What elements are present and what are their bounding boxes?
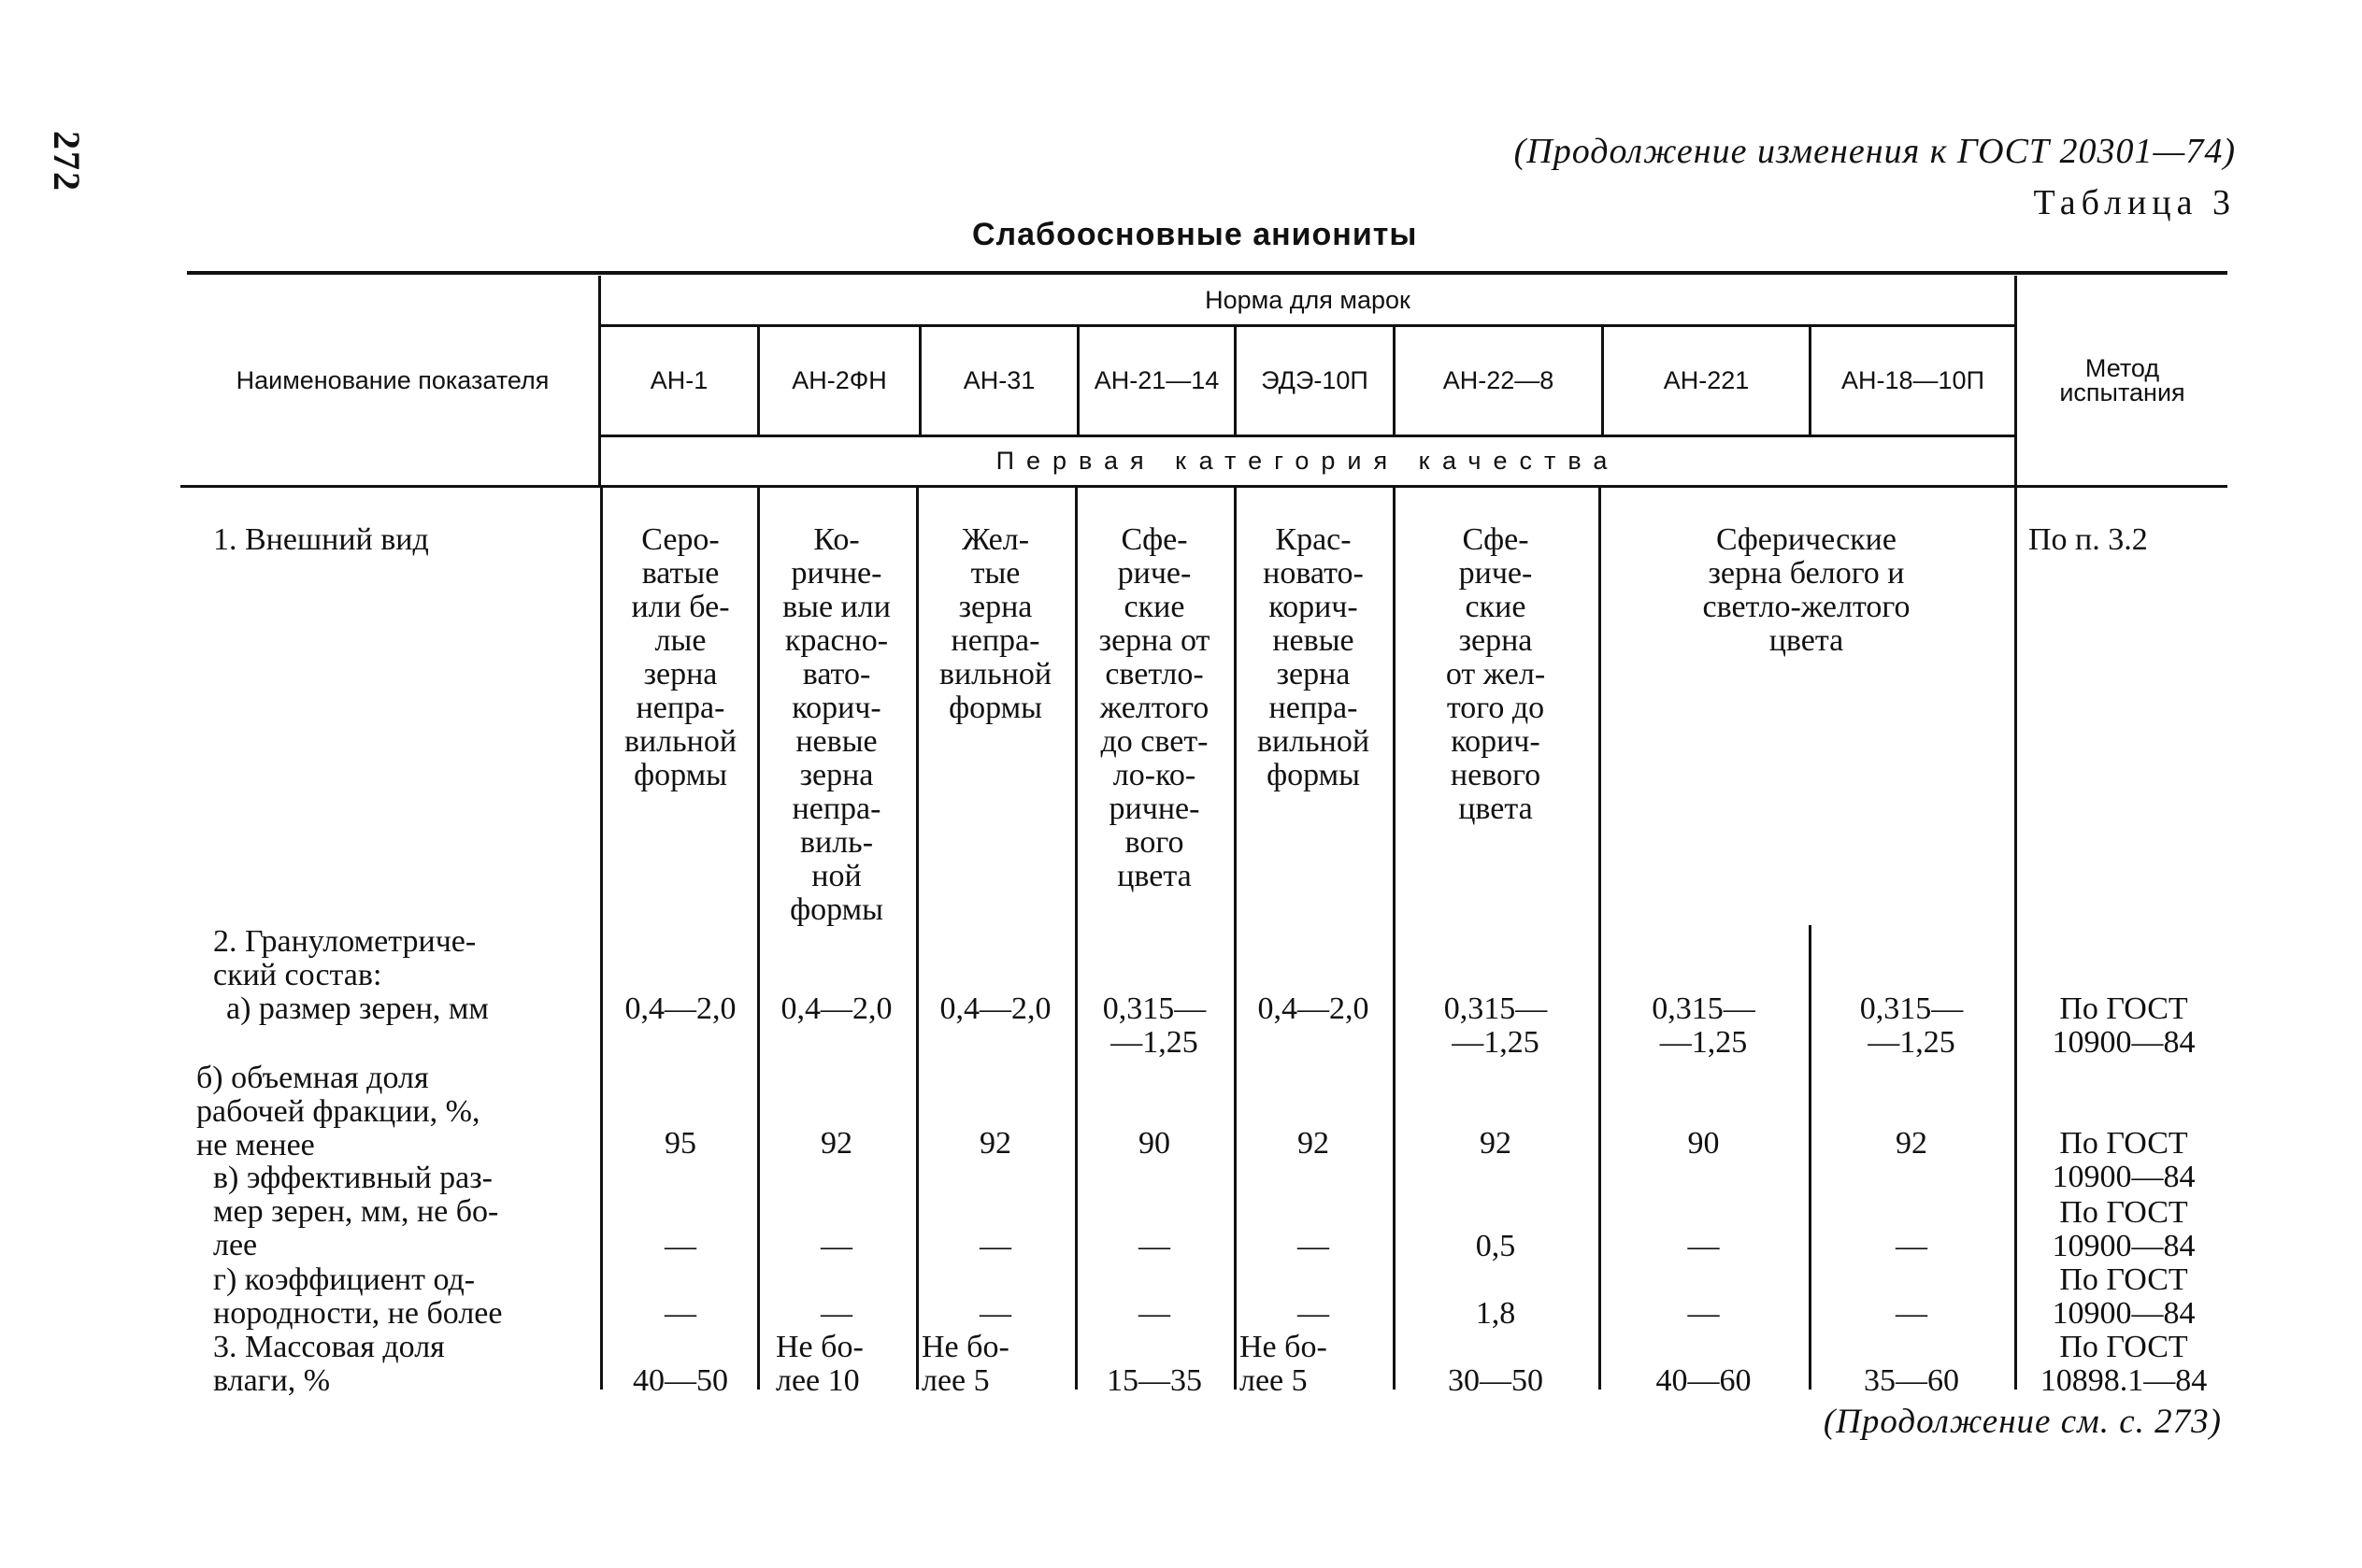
row-uniformity-an-2fn: —	[821, 1296, 852, 1331]
row-volume-fraction-method: По ГОСТ 10900—84	[2052, 1126, 2196, 1194]
row-uniformity-an-21-14: —	[1138, 1296, 1170, 1331]
row-appearance-an-1: Серо- ватые или бе- лые зерна непра- вильной формы	[623, 522, 737, 792]
header-grade-an-21-14: АН-21—14	[1094, 366, 1220, 394]
body-divider	[1809, 925, 1811, 1390]
body-divider	[1393, 488, 1396, 1390]
row-moisture-an-31: Не бо- лее 5	[922, 1330, 1009, 1398]
row-effective-size-label: в) эффективный раз- мер зерен, мм, не бо- лее	[213, 1161, 499, 1262]
header-grade-an-22-8: АН-22—8	[1442, 366, 1554, 394]
row-effective-size-an-22-8: 0,5	[1475, 1229, 1516, 1263]
table-title: Слабоосновные аниониты	[972, 217, 1418, 252]
body-divider	[1234, 488, 1237, 1390]
row-uniformity-an-1: —	[665, 1296, 696, 1331]
body-divider-left	[600, 488, 603, 1390]
row-moisture-an-22-8: 30—50	[1448, 1363, 1543, 1398]
row-effective-size-method: По ГОСТ 10900—84	[2052, 1195, 2196, 1263]
row-appearance-an-31: Жел- тые зерна непра- вильной формы	[938, 522, 1052, 725]
header-grade-an-18-10p: АН-18—10П	[1841, 366, 1984, 394]
header-grade-an-31: АН-31	[963, 366, 1036, 394]
body-divider	[916, 488, 919, 1390]
row-effective-size-an-1: —	[665, 1229, 696, 1263]
row-uniformity-an-31: —	[980, 1296, 1011, 1331]
row-effective-size-an-221: —	[1687, 1229, 1720, 1263]
continuation-note-top: (Продолжение изменения к ГОСТ 20301—74)	[1513, 132, 2236, 171]
row-appearance-ede-10p: Крас- новато- корич- невые зерна непра- вильной формы	[1256, 522, 1370, 792]
header-indicator-name: Наименование показателя	[236, 365, 550, 394]
body-divider-right	[2014, 488, 2017, 1390]
header-grade-an-2fn: АН-2ФН	[792, 366, 887, 394]
table-number-label: Таблица 3	[2033, 183, 2236, 222]
row-appearance-an-22-8: Сфе- риче- ские зерна от жел- того до корич- невого цвета	[1445, 522, 1546, 826]
row-volume-fraction-an-22-8: 92	[1480, 1126, 1511, 1161]
row-volume-fraction-ede-10p: 92	[1297, 1126, 1329, 1161]
row-volume-fraction-an-31: 92	[980, 1126, 1011, 1161]
header-quality-category: Первая категория качества	[995, 447, 1620, 475]
header-grade-ede-10p: ЭДЭ-10П	[1261, 366, 1368, 394]
row-moisture-label: 3. Массовая доля влаги, %	[213, 1330, 445, 1398]
row-uniformity-ede-10p: —	[1297, 1296, 1329, 1331]
row-effective-size-an-2fn: —	[821, 1229, 852, 1263]
row-grain-size-an-2fn: 0,4—2,0	[780, 991, 893, 1026]
row-volume-fraction-label: б) объемная доля рабочей фракции, %, не менее	[196, 1061, 480, 1162]
row-appearance-method: По п. 3.2	[2028, 522, 2148, 557]
continuation-note-bottom: (Продолжение см. с. 273)	[1823, 1403, 2222, 1441]
row-grain-size-an-221: 0,315— —1,25	[1652, 991, 1755, 1060]
row-effective-size-an-31: —	[980, 1229, 1011, 1263]
row-effective-size-ede-10p: —	[1297, 1229, 1329, 1263]
row-moisture-an-2fn: Не бо- лее 10	[776, 1330, 864, 1398]
header-method: Метод испытания	[2059, 354, 2185, 406]
row-volume-fraction-an-21-14: 90	[1138, 1126, 1170, 1161]
row-moisture-an-18-10p: 35—60	[1864, 1363, 1959, 1398]
header-norm-group: Норма для марок	[1205, 285, 1410, 314]
body-divider	[1598, 488, 1601, 1390]
row-grain-size-an-21-14: 0,315— —1,25	[1102, 991, 1207, 1060]
row-moisture-method: По ГОСТ 10898.1—84	[2040, 1330, 2208, 1398]
header-grade-an-1: АН-1	[650, 366, 709, 394]
row-effective-size-an-21-14: —	[1138, 1229, 1170, 1263]
row-uniformity-an-18-10p: —	[1896, 1296, 1927, 1331]
row-moisture-ede-10p: Не бо- лее 5	[1239, 1330, 1327, 1398]
row-volume-fraction-an-221: 90	[1687, 1126, 1720, 1161]
row-grain-size-method: По ГОСТ 10900—84	[2052, 991, 2196, 1060]
row-grain-size-label: а) размер зерен, мм	[226, 991, 489, 1026]
row-volume-fraction-an-2fn: 92	[821, 1126, 852, 1161]
row-effective-size-an-18-10p: —	[1896, 1229, 1927, 1263]
row-grain-size-ede-10p: 0,4—2,0	[1257, 991, 1369, 1026]
row-grain-size-an-1: 0,4—2,0	[624, 991, 737, 1026]
page-number: 272	[46, 131, 88, 192]
row-moisture-an-221: 40—60	[1655, 1363, 1752, 1398]
row-appearance-an-2fn: Ко- ричне- вые или красно- вато- корич- невые зерна непра- виль- ной формы	[782, 522, 891, 927]
row-moisture-an-21-14: 15—35	[1107, 1363, 1202, 1398]
row-grain-size-an-22-8: 0,315— —1,25	[1443, 991, 1548, 1060]
row-volume-fraction-an-1: 95	[665, 1126, 696, 1161]
row-uniformity-an-22-8: 1,8	[1475, 1296, 1516, 1331]
row-appearance-merged: Сферические зерна белого и светло-желтого цвета	[1702, 522, 1911, 658]
row-moisture-an-1: 40—50	[633, 1363, 728, 1398]
row-granulometric-label: 2. Гранулометриче- ский состав:	[213, 924, 477, 992]
header-grade-an-221: АН-221	[1663, 366, 1750, 394]
body-divider	[757, 488, 760, 1390]
row-uniformity-method: По ГОСТ 10900—84	[2052, 1262, 2196, 1331]
row-grain-size-an-18-10p: 0,315— —1,25	[1859, 991, 1964, 1060]
row-appearance-an-21-14: Сфе- риче- ские зерна от светло- желтого до свет- ло-ко- ричне- вого цвета	[1098, 522, 1210, 893]
row-uniformity-label: г) коэффициент од- нородности, не более	[213, 1262, 503, 1331]
row-volume-fraction-an-18-10p: 92	[1896, 1126, 1927, 1161]
table-top-rule	[187, 271, 2227, 275]
row-uniformity-an-221: —	[1687, 1296, 1720, 1331]
row-grain-size-an-31: 0,4—2,0	[939, 991, 1052, 1026]
body-divider	[1075, 488, 1078, 1390]
header-bottom-rule	[180, 485, 2227, 488]
row-appearance-label: 1. Внешний вид	[213, 522, 429, 557]
